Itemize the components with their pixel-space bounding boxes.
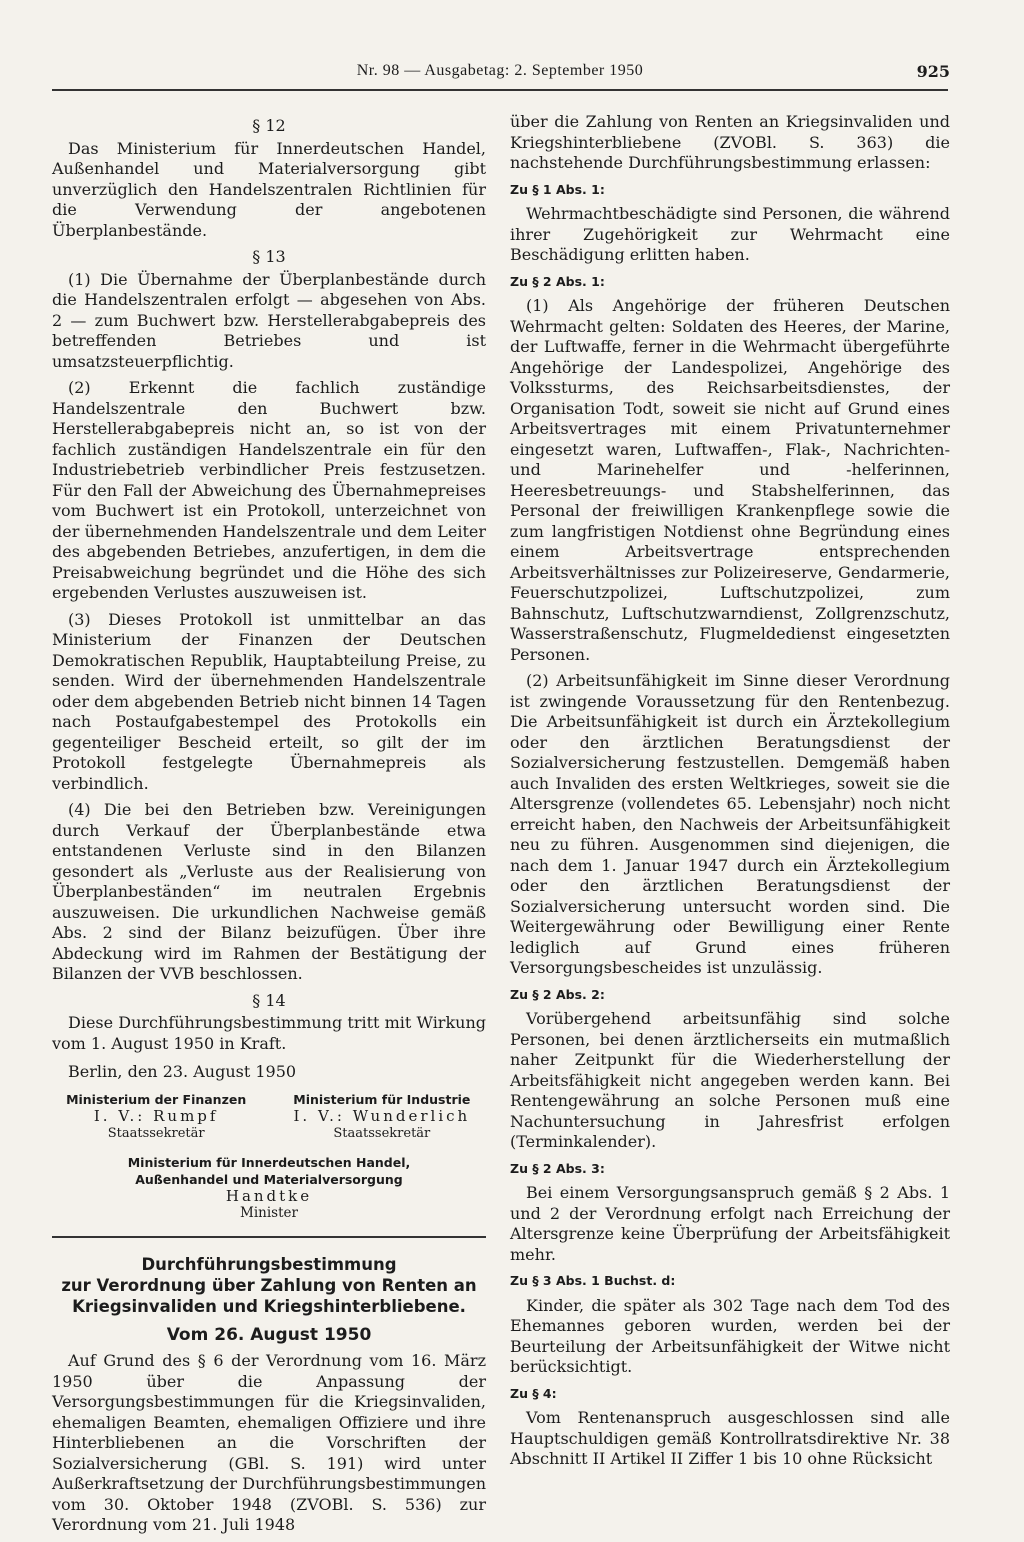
page-header [52,60,948,88]
section-13-paragraph-3: (3) Dieses Protokoll ist unmittelbar an das Ministerium der Finanzen der Deutschen Demokratischen Republik, Hauptabteilung Preise, zu senden. Wird der übernehmenden Handelszentrale oder dem abgebenden Betrieb nicht binnen 14 Tagen nach Postaufgabestempel des Protokolls ein gegenteiliger Bescheid erteilt, so gilt der im Protokoll festgelegte Übernahmepreis als verbindlich. [52,609,486,793]
place-date: Berlin, den 23. August 1950 [68,1062,297,1081]
clause-paragraph-1: (1) Als Angehörige der früheren Deutschen Wehrmacht gelten: Soldaten des Heeres, der Marine, der Luftwaffe, ferner in die Wehrmacht übergeführte Angehörige der Landespolizei, Angehörige des Volkssturms, des Reichsarbeitsdienstes, der Organisation Todt, soweit sie nicht auf Grund eines Arbeitsvertrages mit einem Privatunternehmer eingesetzt waren, Luftwaffen-, Flak-, Nachrichten- und Marinehelfer und -helferinnen, Heeresbetreuungs- und Stabshelferinnen, das Personal der freiwilligen Krankenpflege sowie die zum langfristigen Notdienst ohne Begründung eines einem Arbeitsvertrage entsprechenden Arbeitsverhältnisses zur Polizeireserve, Gendarmerie, Feuerschutzpolizei, Luftschutzpolizei, zum Bahnschutz, Luftschutzwarndienst, Zollgrenzschutz, Wasserstraßenschutz, Flugmeldedienst eingesetzten Personen. [510,296,950,664]
clause-paragraph-2: (2) Arbeitsunfähigkeit im Sinne dieser Verordnung ist zwingende Voraussetzung für den Rentenbezug. Die Arbeitsunfähigkeit ist durch ein Ärztekollegium oder den ärztlichen Beratungsdienst der Sozialversicherung festzustellen. Demgemäß haben auch Invaliden des ersten Weltkrieges, soweit sie die Altersgrenze (vollendetes 65. Lebensjahr) noch nicht erreicht haben, den Nachweis der Arbeitsunfähigkeit neu zu führen. Ausgenommen sind diejenigen, die nach dem 1. Januar 1947 durch ein Ärztekollegium oder den ärztlichen Beratungsdienst der Sozialversicherung untersucht worden sind. Die Weitergewährung oder Bewilligung einer Rente lediglich auf Grund eines früheren Versorgungsbescheides ist unzulässig. [510,671,950,977]
clause-text: Wehrmachtbeschädigte sind Personen, die während ihrer Zugehörigkeit zur Wehrmacht eine Beschädigung erlitten haben. [510,204,950,264]
clause-label: Zu § 1 Abs. 1: [510,181,605,197]
signature-name: Handtke [225,1186,313,1205]
clause-text: Bei einem Versorgungsanspruch gemäß § 2 Abs. 1 und 2 der Verordnung erfolgt nach Erreichung der Altersgrenze keine Überprüfung der Arbeitsfähigkeit mehr. [510,1183,950,1264]
signature-finance [52,1091,260,1142]
signature-row [52,1091,486,1142]
section-12-text: Das Ministerium für Innerdeutschen Handel, Außenhandel und Materialversorgung gibt unverzüglich den Handelszentralen Richtlinien für die Verwendung der angebotenen Überplanbestände. [52,138,486,240]
signature-name: I. V.: Rumpf [93,1106,219,1125]
header-rule [52,89,948,91]
section-13-paragraph-1: (1) Die Übernahme der Überplanbestände durch die Handelszentralen erfolgt — abgesehen von Abs. 2 — zum Buchwert bzw. Herstellerabgabepreis des betreffenden Betriebes und ist umsatzsteuerpflichtig. [52,269,486,371]
intro-continuation: über die Zahlung von Renten an Kriegsinvaliden und Kriegshinterbliebene (ZVOBl. S. 363) die nachstehende Durchführungsbestimmung erlassen: [510,112,950,172]
signature-industry [278,1091,486,1142]
section-13-paragraph-4: (4) Die bei den Betrieben bzw. Vereinigungen durch Verkauf der Überplanbestände etwa entstandenen Verluste sind in den Bilanzen gesondert als „Verluste aus der Realisierung von Überplanbeständen“ im neutralen Ergebnis auszuweisen. Die urkundlichen Nachweise gemäß Abs. 2 sind der Bilanz beizufügen. Über ihre Abdeckung wird im Rahmen der Bestätigung der Bilanzen der VVB beschlossen. [52,800,486,983]
clause-label: Zu § 2 Abs. 3: [510,1160,605,1176]
right-column [510,112,950,1476]
clause-label: Zu § 2 Abs. 1: [510,273,605,289]
signature-institution: Ministerium der Finanzen [66,1091,247,1107]
regulation-title [52,1254,486,1317]
signature-institution-line-1: Ministerium für Innerdeutschen Handel, [127,1154,411,1170]
regulation-title-line-1: Durchführungsbestimmung [141,1254,397,1274]
section-14-text: Diese Durchführungsbestimmung tritt mit Wirkung vom 1. August 1950 in Kraft. [52,1013,486,1053]
signature-institution-line-2: Außenhandel und Materialversorgung [135,1171,403,1187]
signature-role: Minister [240,1204,298,1221]
regulation-title-line-2: zur Verordnung über Zahlung von Renten an [61,1275,477,1295]
clause-text: Kinder, die später als 302 Tage nach dem Tod des Ehemannes geboren wurden, werden bei der Beurteilung der Arbeitsunfähigkeit der Witwe nicht berücksichtigt. [510,1295,950,1376]
clause-label: Zu § 3 Abs. 1 Buchst. d: [510,1273,676,1288]
issue-line: Nr. 98 — Ausgabetag: 2. September 1950 [356,62,644,79]
section-13-heading: § 13 [252,247,286,266]
clause-label: Zu § 2 Abs. 2: [510,986,605,1002]
left-column [52,112,486,1542]
regulation-intro: Auf Grund des § 6 der Verordnung vom 16. März 1950 über die Anpassung der Versorgungsbestimmungen für die Kriegsinvaliden, ehemaligen Beamten, ehemaligen Offiziere und ihre Hinterbliebenen an die Vorschriften der Sozialversicherung (GBl. S. 191) wird unter Außerkraftsetzung der Durchführungsbestimmungen vom 30. Oktober 1948 (ZVOBl. S. 536) zur Verordnung vom 21. Juli 1948 [52,1351,486,1534]
regulation-title-line-3: Kriegsinvaliden und Kriegshinterbliebene. [72,1296,466,1316]
clause-text: Vorübergehend arbeitsunfähig sind solche Personen, bei denen ärztlicherseits ein mutmaßlich naher Zeitpunkt für die Wiederherstellung der Arbeitsfähigkeit nicht angegeben werden kann. Bei Rentengewährung an solche Personen muß eine Nachuntersuchung in Jahresfrist erfolgen (Terminkalender). [510,1009,950,1151]
signature-trade [52,1154,486,1222]
signature-role: Staatssekretär [107,1125,205,1141]
section-divider [52,1236,486,1238]
page-number: 925 [916,62,950,81]
section-13-paragraph-2: (2) Erkennt die fachlich zuständige Handelszentrale den Buchwert bzw. Herstellerabgabepreis nicht an, so ist von der fachlich zuständigen Handelszentrale ein für den Industriebetrieb verbindlicher Preis festzusetzen. Für den Fall der Abweichung des Übernahmepreises vom Buchwert ist ein Protokoll, unterzeichnet von der übernehmenden Handelszentrale und dem Leiter des abgebenden Betriebes, anzufertigen, in dem die Preisabweichung begründet und die Höhe des sich ergebenden Verlustes auszuweisen ist. [52,378,486,602]
signature-name: I. V.: Wunderlich [293,1106,471,1125]
section-14-heading: § 14 [252,990,286,1010]
signature-institution: Ministerium für Industrie [293,1091,471,1107]
section-12-heading: § 12 [252,116,286,135]
signature-role: Staatssekretär [333,1125,431,1141]
clause-text: Vom Rentenanspruch ausgeschlossen sind alle Hauptschuldigen gemäß Kontrollratsdirektive Nr. 38 Abschnitt II Artikel II Ziffer 1 bis 10 ohne Rücksicht [510,1408,950,1468]
clause-label: Zu § 4: [510,1385,557,1401]
regulation-date: Vom 26. August 1950 [166,1324,372,1345]
